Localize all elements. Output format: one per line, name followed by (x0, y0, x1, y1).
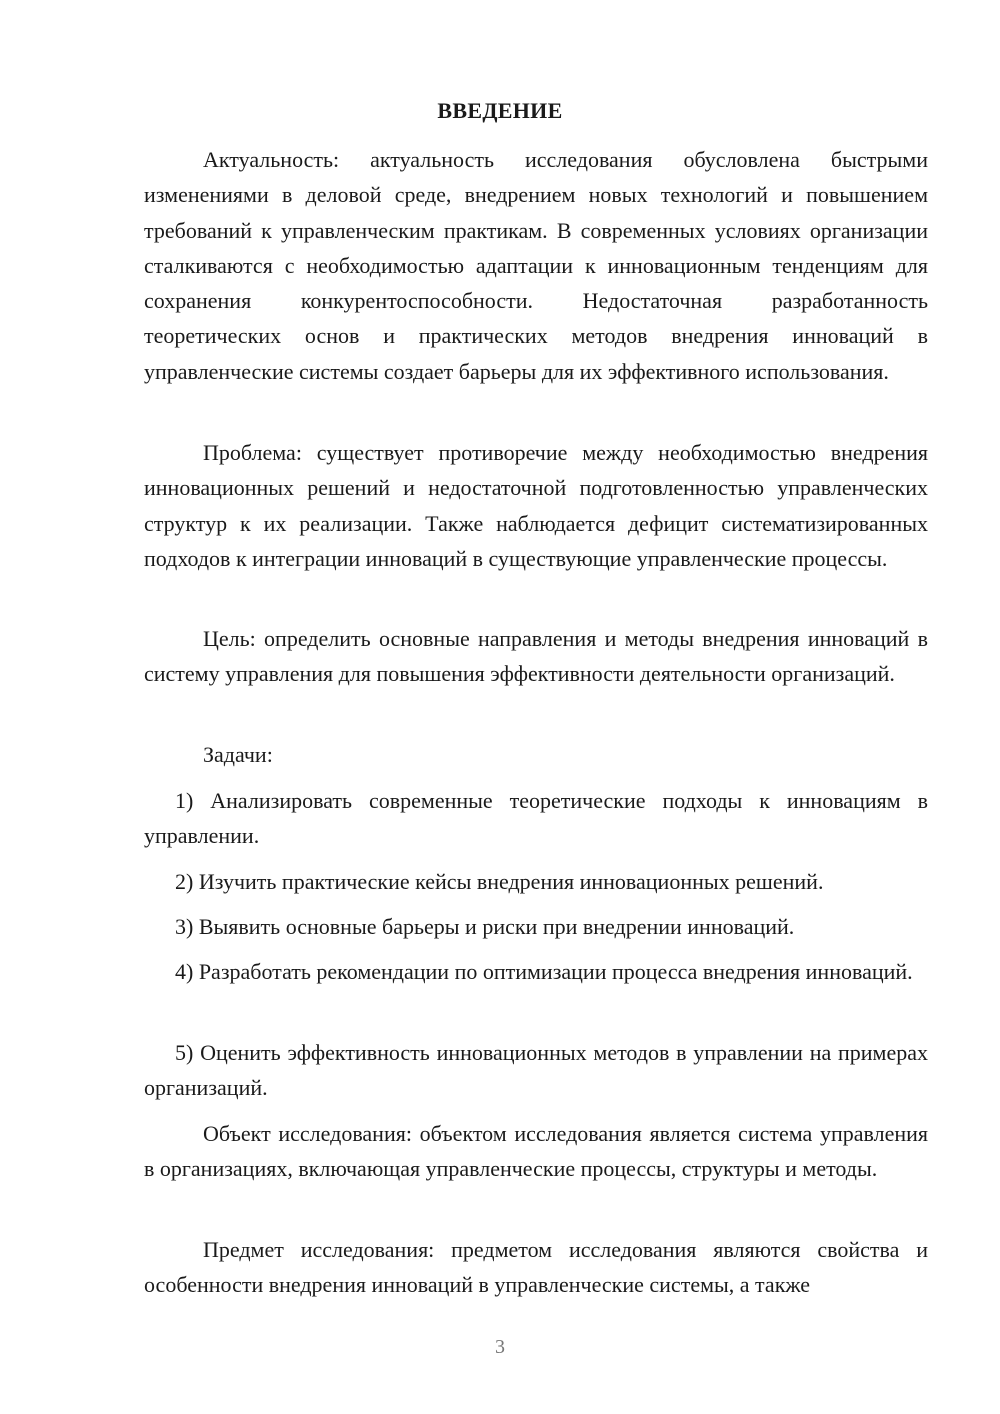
page-number: 3 (495, 1336, 505, 1358)
page-title: ВВЕДЕНИЕ (437, 98, 563, 123)
tasks-heading: Задачи: (203, 742, 273, 767)
task-item-1: 1) Анализировать современные теоретические подходы к инновациям в управлении. (144, 788, 928, 849)
paragraph-object: Объект исследования: объектом исследования является система управления в организациях, включающая управленческие процессы, структуры и методы. (144, 1121, 928, 1182)
paragraph-goal: Цель: определить основные направления и методы внедрения инноваций в систему управления для повышения эффективности деятельности организаций. (144, 626, 928, 687)
task-item-2: 2) Изучить практические кейсы внедрения инновационных решений. (175, 869, 824, 894)
task-item-3: 3) Выявить основные барьеры и риски при внедрении инноваций. (175, 914, 795, 939)
task-item-4: 4) Разработать рекомендации по оптимизации процесса внедрения инноваций. (175, 959, 913, 984)
paragraph-relevance: Актуальность: актуальность исследования обусловлена быстрыми изменениями в деловой среде, внедрением новых технологий и повышением требований к управленческим практикам. В современных условиях организации сталкиваются с необходимостью адаптации к инновационным тенденциям для сохранения конкурентоспособности. Недостаточная разработанность теоретических основ и практических методов внедрения инноваций в управленческие системы создает барьеры для их эффективного использования. (144, 147, 928, 384)
paragraph-subject: Предмет исследования: предметом исследования являются свойства и особенности внедрения инноваций в управленческие системы, а также (144, 1237, 928, 1298)
paragraph-problem: Проблема: существует противоречие между необходимостью внедрения инновационных решений и недостаточной подготовленностью управленческих структур к их реализации. Также наблюдается дефицит систематизированных подходов к интеграции инноваций в существующие управленческие процессы. (144, 440, 928, 571)
task-item-5: 5) Оценить эффективность инновационных методов в управлении на примерах организаций. (144, 1040, 928, 1101)
